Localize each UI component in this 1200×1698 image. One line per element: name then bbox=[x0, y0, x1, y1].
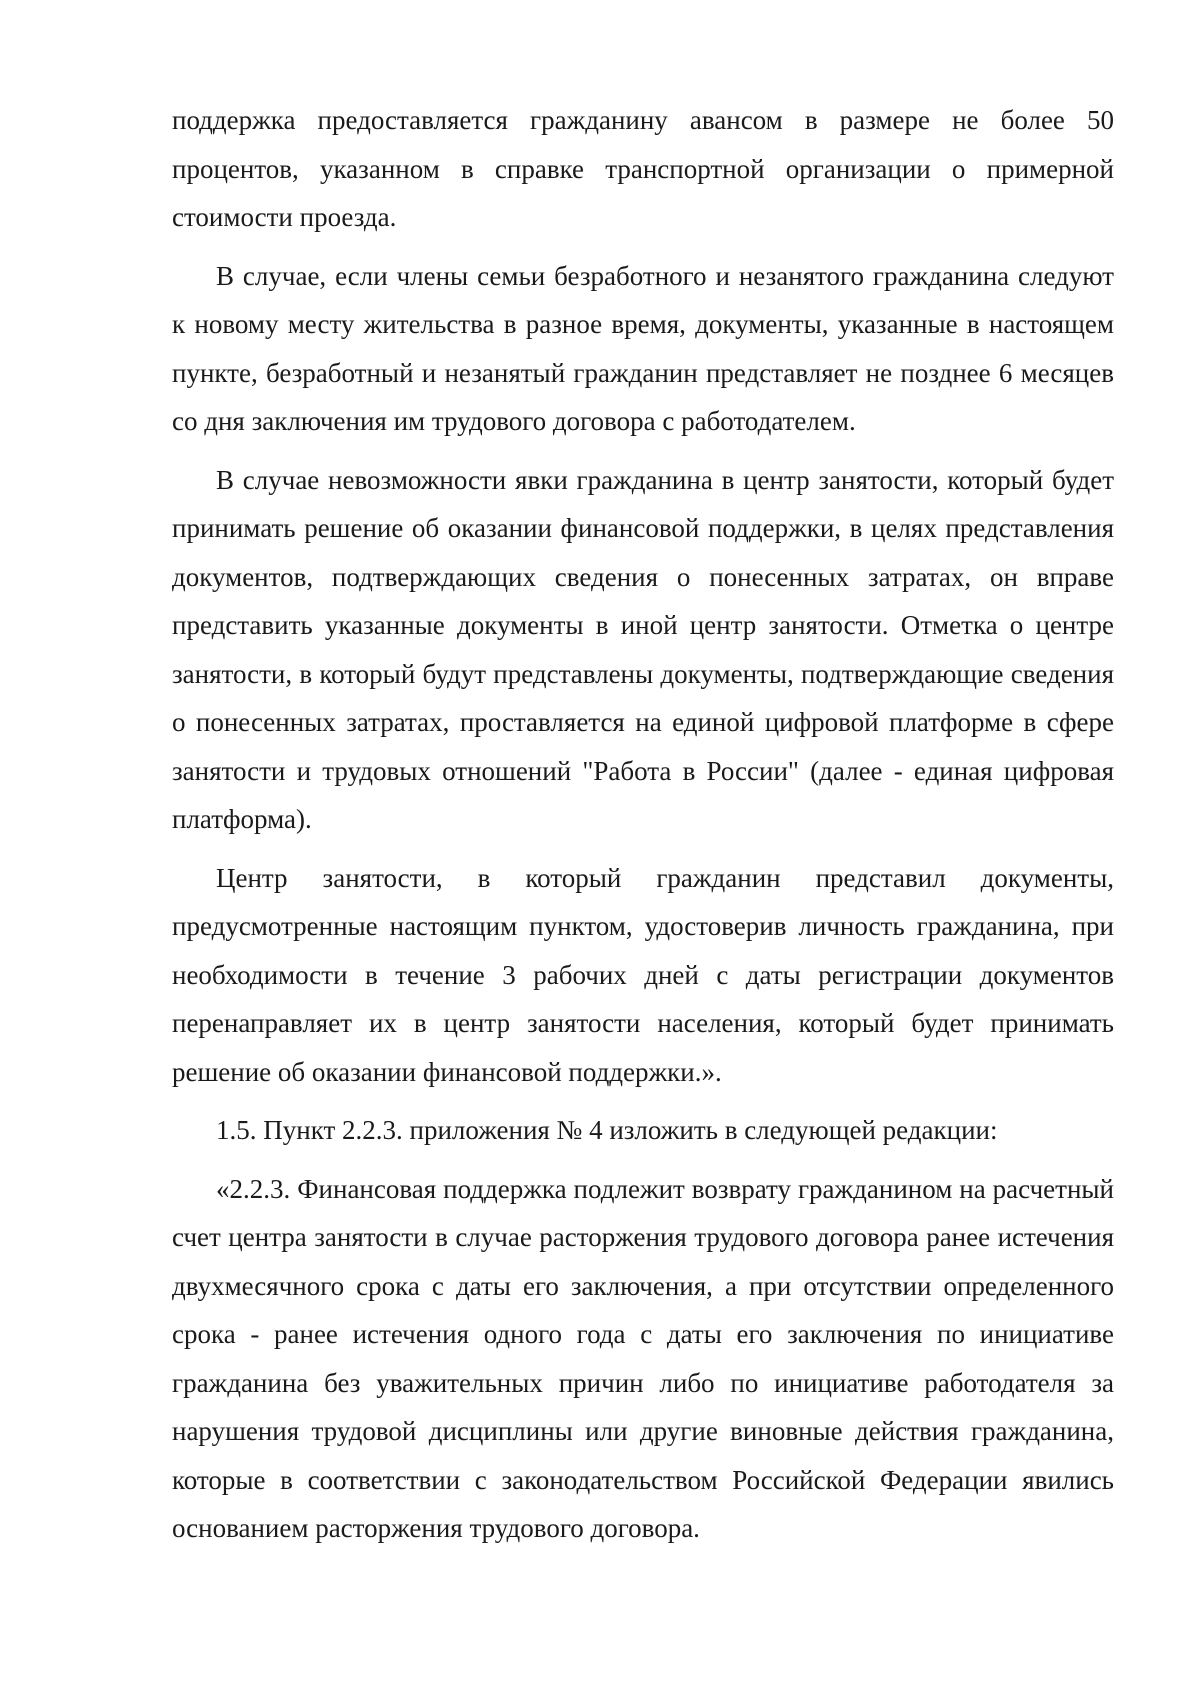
document-body bbox=[172, 96, 1114, 1563]
paragraph-family-members: В случае, если члены семьи безработного и незанятого гражданина следуют к новому месту жительства в разное время, документы, указанные в настоящем пункте, безработный и незанятый гражданин представляет не позднее 6 месяцев со дня заключения им трудового договора с работодателем. bbox=[172, 260, 1114, 436]
paragraph-other-employment-center: В случае невозможности явки гражданина в центр занятости, который будет принимать решение об оказании финансовой поддержки, в целях представления документов, подтверждающих сведения о понесенных затратах, он вправе представить указанные документы в иной центр занятости. Отметка о центре занятости, в который будут представлены документы, подтверждающие сведения о понесенных затратах, проставляется на единой цифровой платформе в сфере занятости и трудовых отношений "Работа в России" (далее - единая цифровая платформа). bbox=[172, 464, 1114, 834]
paragraph-continued-advance: поддержка предоставляется гражданину авансом в размере не более 50 процентов, указанном в справке транспортной организации о примерной стоимости проезда. bbox=[172, 105, 1114, 232]
paragraph-item-2-2-3: «2.2.3. Финансовая поддержка подлежит возврату гражданином на расчетный счет центра занятости в случае расторжения трудового договора ранее истечения двухмесячного срока с даты его заключения, а при отсутствии определенного срока - ранее истечения одного года с даты его заключения по инициативе гражданина без уважительных причин либо по инициативе работодателя за нарушения трудовой дисциплины или другие виновные действия гражданина, которые в соответствии с законодательством Российской Федерации явились основанием расторжения трудового договора. bbox=[172, 1173, 1114, 1543]
paragraph-center-forwarding: Центр занятости, в который гражданин представил документы, предусмотренные настоящим пунктом, удостоверив личность гражданина, при необходимости в течение 3 рабочих дней с даты регистрации документов перенаправляет их в центр занятости населения, который будет принимать решение об оказании финансовой поддержки.». bbox=[172, 862, 1114, 1087]
paragraph-item-1-5: 1.5. Пункт 2.2.3. приложения № 4 изложить в следующей редакции: bbox=[216, 1115, 998, 1145]
